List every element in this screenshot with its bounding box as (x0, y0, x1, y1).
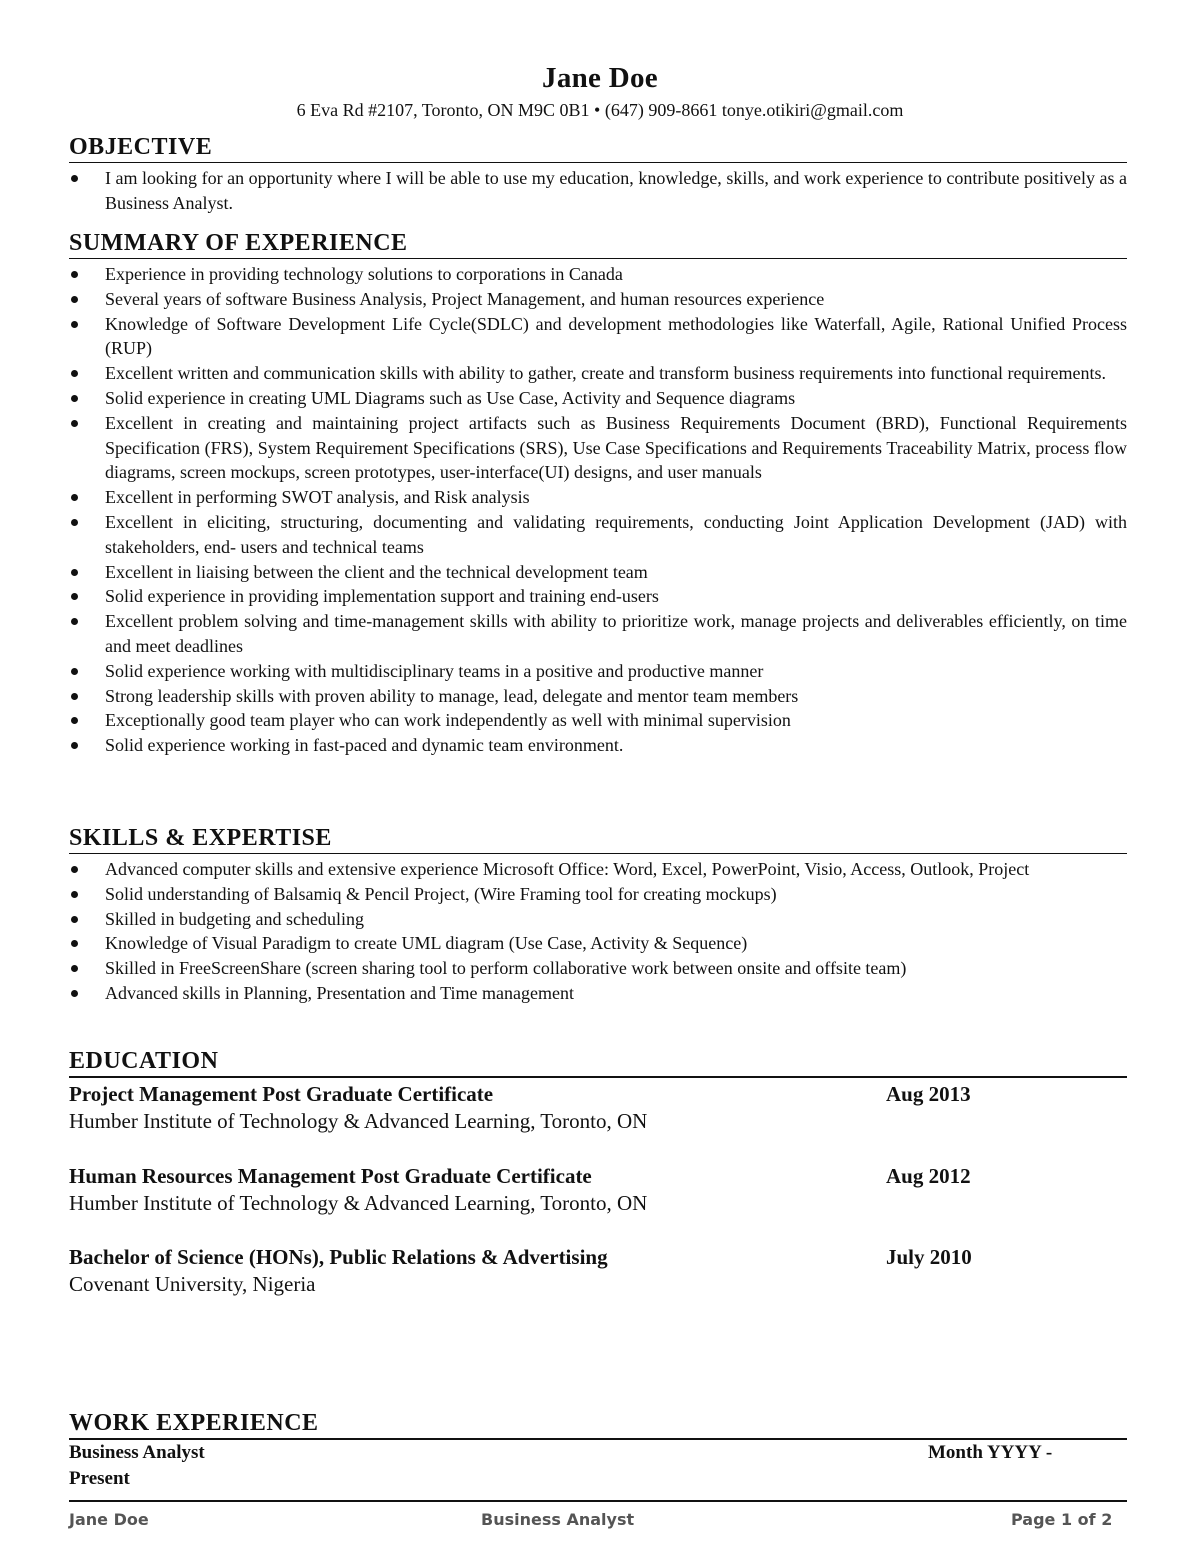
section-title: OBJECTIVE (69, 132, 1127, 163)
section-title: SUMMARY OF EXPERIENCE (69, 228, 1127, 259)
list-item: Knowledge of Software Development Life Cycle(SDLC) and development methodologies like Waterfall, Agile, Rational Unified Process (RUP) (69, 312, 1127, 362)
list-item: Strong leadership skills with proven ability to manage, lead, delegate and mentor team members (69, 684, 1127, 709)
contact-info: 6 Eva Rd #2107, Toronto, ON M9C 0B1 • (647) 909-8661 tonye.otikiri@gmail.com (296, 100, 904, 120)
list-item: Solid understanding of Balsamiq & Pencil Project, (Wire Framing tool for creating mockups) (69, 882, 1127, 907)
section-title: WORK EXPERIENCE (69, 1408, 1127, 1440)
list-item: Excellent in liaising between the client and the technical development team (69, 560, 1127, 585)
education-section (69, 1046, 1127, 1297)
objective-list (69, 166, 1127, 216)
skills-section (69, 823, 1127, 1006)
list-item: Exceptionally good team player who can work independently as well with minimal supervision (69, 708, 1127, 733)
section-title: SKILLS & EXPERTISE (69, 823, 1127, 854)
education-school: Humber Institute of Technology & Advanced Learning, Toronto, ON (69, 1109, 648, 1133)
list-item: Excellent in performing SWOT analysis, and Risk analysis (69, 485, 1127, 510)
list-item: Excellent written and communication skills with ability to gather, create and transform business requirements into functional requirements. (69, 361, 1127, 386)
job-end-date: Present (69, 1468, 130, 1489)
footer-page-number: Page 1 of 2 (1011, 1510, 1113, 1529)
candidate-name: Jane Doe (542, 62, 658, 94)
list-item: Excellent in eliciting, structuring, documenting and validating requirements, conducting Joint Application Development (JAD) with stakeholders, end- users and technical teams (69, 510, 1127, 560)
skills-list (69, 857, 1127, 1006)
education-entry (69, 1080, 1127, 1134)
summary-list (69, 262, 1127, 758)
list-item: Solid experience working with multidisciplinary teams in a positive and productive manner (69, 659, 1127, 684)
education-school: Humber Institute of Technology & Advanced Learning, Toronto, ON (69, 1191, 648, 1215)
education-entry (69, 1243, 1127, 1297)
footer-name: Jane Doe (69, 1510, 149, 1529)
work-section (69, 1408, 1127, 1492)
footer-divider (69, 1500, 1127, 1502)
list-item: Solid experience in providing implementation support and training end-users (69, 584, 1127, 609)
section-title: EDUCATION (69, 1046, 1127, 1078)
objective-section (69, 132, 1127, 216)
education-school: Covenant University, Nigeria (69, 1272, 316, 1296)
list-item: Excellent problem solving and time-management skills with ability to prioritize work, manage projects and deliverables efficiently, on time and meet deadlines (69, 609, 1127, 659)
list-item: Experience in providing technology solutions to corporations in Canada (69, 262, 1127, 287)
education-degree: Project Management Post Graduate Certificate (69, 1082, 494, 1106)
footer-title: Business Analyst (481, 1510, 635, 1529)
education-degree: Bachelor of Science (HONs), Public Relations & Advertising (69, 1245, 608, 1269)
list-item: Skilled in FreeScreenShare (screen sharing tool to perform collaborative work between onsite and offsite team) (69, 956, 1127, 981)
education-entry (69, 1162, 1127, 1216)
job-title: Business Analyst (69, 1442, 205, 1463)
education-date: Aug 2012 (886, 1164, 971, 1188)
list-item: Solid experience working in fast-paced and dynamic team environment. (69, 733, 1127, 758)
list-item: Solid experience in creating UML Diagrams such as Use Case, Activity and Sequence diagrams (69, 386, 1127, 411)
education-date: Aug 2013 (886, 1082, 971, 1106)
list-item: Several years of software Business Analysis, Project Management, and human resources experience (69, 287, 1127, 312)
list-item: Advanced skills in Planning, Presentation and Time management (69, 981, 1127, 1006)
list-item: Excellent in creating and maintaining project artifacts such as Business Requirements Document (BRD), Functional Requirements Specification (FRS), System Requirement Specifications (SRS), Use Case Specifications and Requirements Traceability Matrix, process flow diagrams, screen mockups, screen prototypes, user-interface(UI) designs, and user manuals (69, 411, 1127, 485)
list-item: Knowledge of Visual Paradigm to create UML diagram (Use Case, Activity & Sequence) (69, 931, 1127, 956)
list-item: Advanced computer skills and extensive experience Microsoft Office: Word, Excel, PowerPoint, Visio, Access, Outlook, Project (69, 857, 1127, 882)
job-date: Month YYYY - (928, 1442, 1053, 1463)
list-item: Skilled in budgeting and scheduling (69, 907, 1127, 932)
education-date: July 2010 (886, 1245, 972, 1269)
list-item: I am looking for an opportunity where I will be able to use my education, knowledge, skills, and work experience to contribute positively as a Business Analyst. (69, 166, 1127, 216)
education-degree: Human Resources Management Post Graduate Certificate (69, 1164, 592, 1188)
summary-section (69, 228, 1127, 758)
job-header (69, 1440, 1127, 1466)
